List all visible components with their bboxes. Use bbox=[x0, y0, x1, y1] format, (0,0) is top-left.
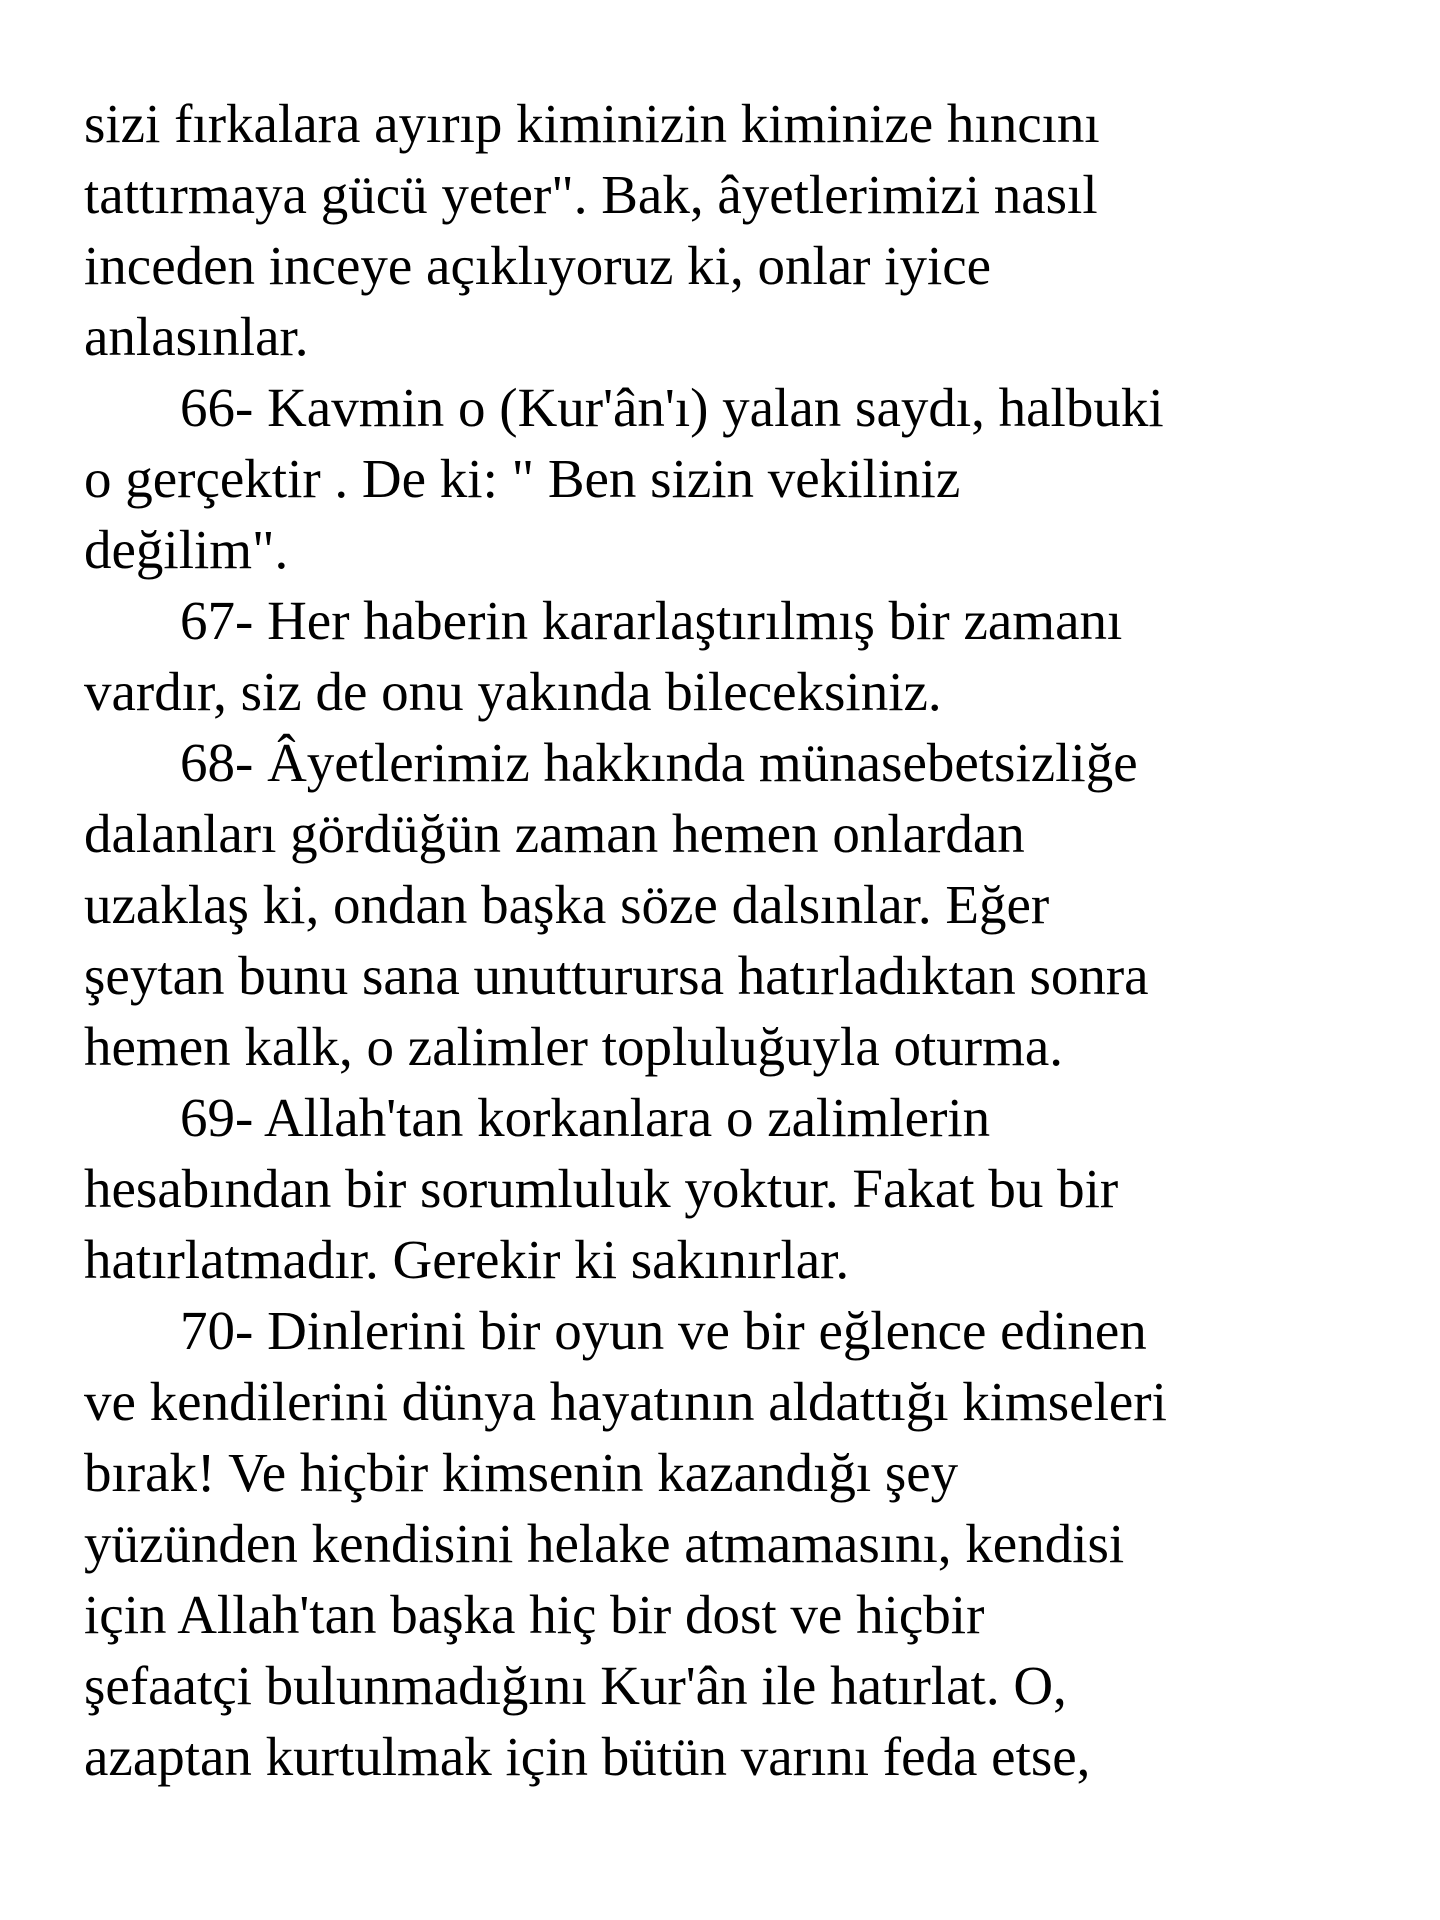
verse-66-first-line: 66- Kavmin o (Kur'ân'ı) yalan saydı, halbuki bbox=[180, 377, 1164, 438]
text-line: inceden inceye açıklıyoruz ki, onlar iyice bbox=[84, 235, 992, 296]
text-line: şeytan bunu sana unutturursa hatırladıktan sonra bbox=[84, 945, 1149, 1006]
text-line: değilim". bbox=[84, 519, 289, 580]
text-line: hesabından bir sorumluluk yoktur. Fakat bu bir bbox=[84, 1158, 1119, 1219]
text-line: sizi fırkalara ayırıp kiminizin kiminize hıncını bbox=[84, 93, 1100, 154]
text-line: hemen kalk, o zalimler topluluğuyla oturma. bbox=[84, 1016, 1064, 1077]
text-line: için Allah'tan başka hiç bir dost ve hiçbir bbox=[84, 1584, 985, 1645]
text-line: ve kendilerini dünya hayatının aldattığı kimseleri bbox=[84, 1371, 1167, 1432]
text-line: şefaatçi bulunmadığını Kur'ân ile hatırlat. O, bbox=[84, 1655, 1067, 1716]
text-line: tattırmaya gücü yeter". Bak, âyetlerimizi nasıl bbox=[84, 164, 1098, 225]
text-line: azaptan kurtulmak için bütün varını feda etse, bbox=[84, 1726, 1091, 1787]
text-line: hatırlatmadır. Gerekir ki sakınırlar. bbox=[84, 1229, 850, 1290]
document-page bbox=[84, 88, 1384, 1792]
verse-69-first-line: 69- Allah'tan korkanlara o zalimlerin bbox=[180, 1087, 991, 1148]
verse-68-first-line: 68- Âyetlerimiz hakkında münasebetsizliğe bbox=[180, 732, 1138, 793]
text-line: anlasınlar. bbox=[84, 306, 309, 367]
text-line: uzaklaş ki, ondan başka söze dalsınlar. Eğer bbox=[84, 874, 1050, 935]
text-line: yüzünden kendisini helake atmamasını, kendisi bbox=[84, 1513, 1125, 1574]
verse-70-first-line: 70- Dinlerini bir oyun ve bir eğlence edinen bbox=[180, 1300, 1147, 1361]
text-line: bırak! Ve hiçbir kimsenin kazandığı şey bbox=[84, 1442, 959, 1503]
verse-67-first-line: 67- Her haberin kararlaştırılmış bir zamanı bbox=[180, 590, 1123, 651]
text-line: dalanları gördüğün zaman hemen onlardan bbox=[84, 803, 1025, 864]
text-line: vardır, siz de onu yakında bileceksiniz. bbox=[84, 661, 942, 722]
text-line: o gerçektir . De ki: " Ben sizin vekiliniz bbox=[84, 448, 961, 509]
